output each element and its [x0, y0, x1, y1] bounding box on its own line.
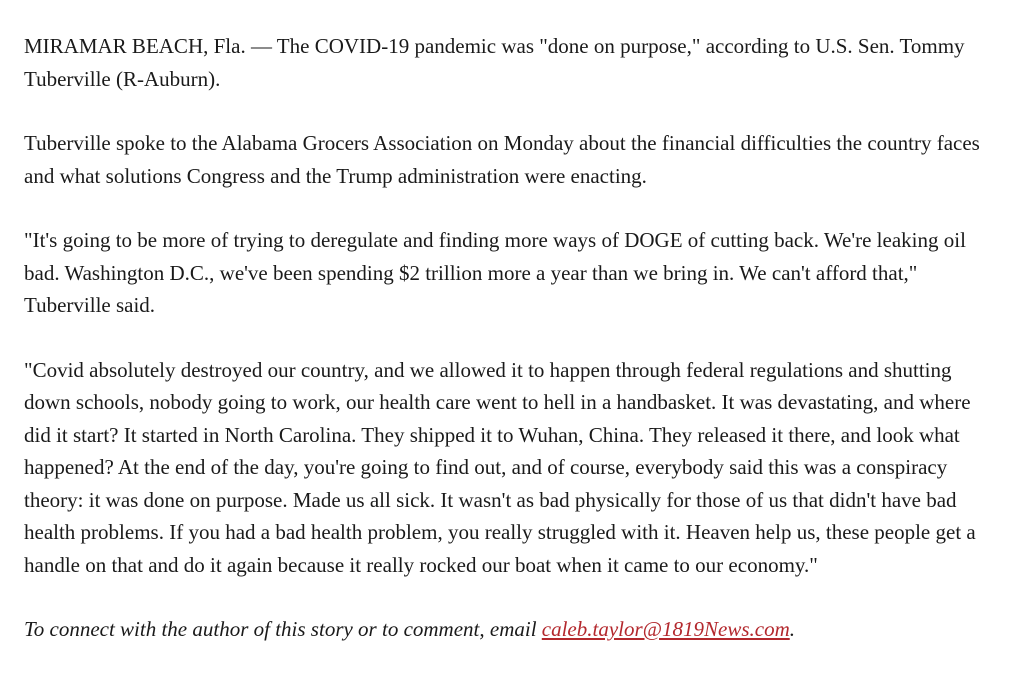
- article-paragraph-dateline: MIRAMAR BEACH, Fla. — The COVID-19 pandemic was "done on purpose," according to U.S. Sen. Tommy Tuberville (R-Auburn).: [24, 34, 965, 91]
- article-paragraph-quote-covid: "Covid absolutely destroyed our country, and we allowed it to happen through federal regulations and shutting down schools, nobody going to work, our health care went to hell in a handbasket. It was devastating, and where did it start? It started in North Carolina. They shipped it to Wuhan, China. They released it there, and look what happened? At the end of the day, you're going to find out, and of course, everybody said this was a conspiracy theory: it was done on purpose. Made us all sick. It wasn't as bad physically for those of us that didn't have bad health problems. If you had a bad health problem, you really struggled with it. Heaven help us, these people get a handle on that and do it again because it really rocked our boat when it came to our economy.": [24, 357, 976, 577]
- article-paragraph-context: Tuberville spoke to the Alabama Grocers Association on Monday about the financial difficulties the country faces and what solutions Congress and the Trump administration were enacting.: [24, 131, 980, 188]
- author-email-link[interactable]: caleb.taylor@1819News.com: [541, 617, 790, 641]
- article-paragraph-quote-budget: "It's going to be more of trying to deregulate and finding more ways of DOGE of cutting back. We're leaking oil bad. Washington D.C., we've been spending $2 trillion more a year than we bring in. We can't afford that," Tuberville said.: [24, 228, 966, 317]
- author-contact-period: .: [789, 617, 795, 641]
- author-contact-text: To connect with the author of this story or to comment, email: [24, 617, 542, 641]
- author-contact-note: [24, 613, 996, 646]
